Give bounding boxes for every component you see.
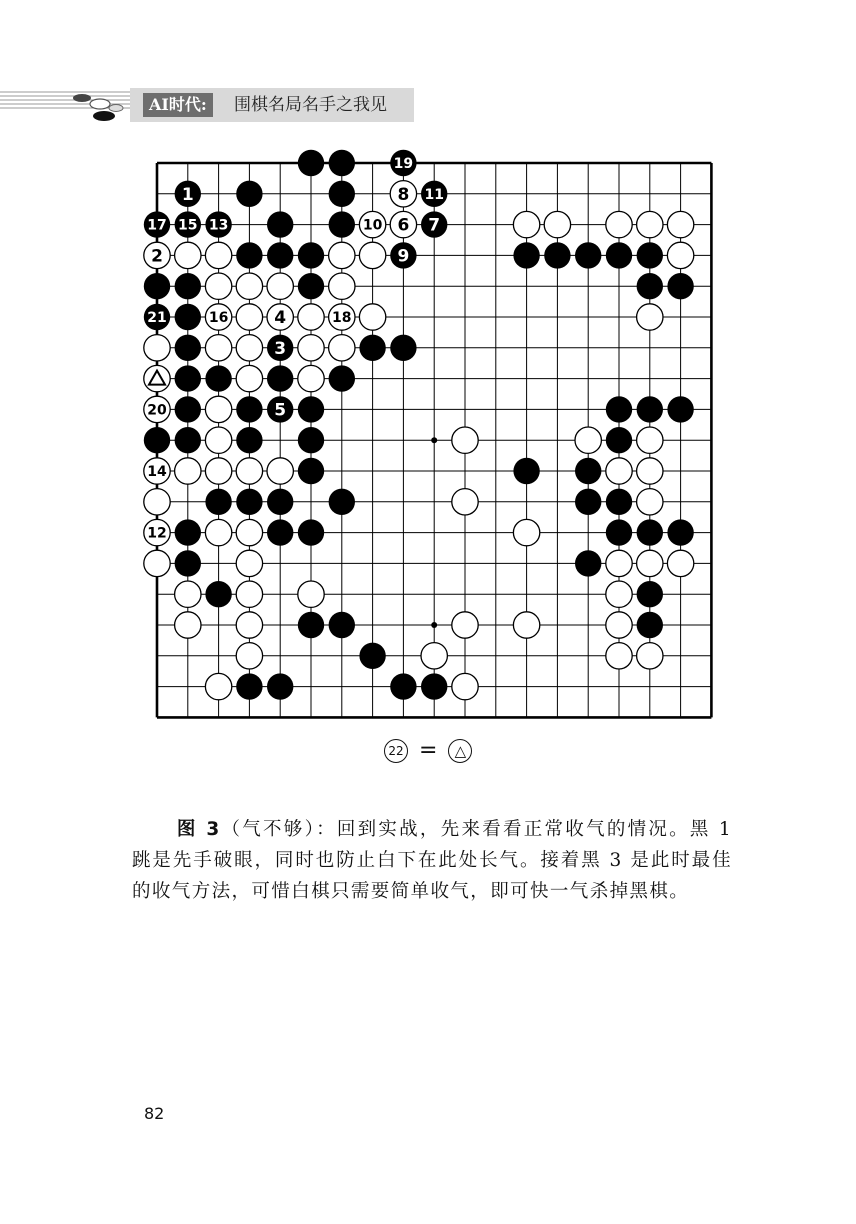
white-stone: [144, 550, 170, 576]
header-tag: AI时代:: [143, 93, 213, 117]
black-move-number: 21: [147, 310, 167, 327]
black-stone: [329, 489, 355, 515]
caption-mark-circle: △: [448, 739, 472, 763]
white-stone: [606, 612, 632, 638]
black-move-number: 7: [428, 215, 441, 236]
black-stone: [637, 242, 663, 268]
white-move-number: 2: [151, 246, 163, 267]
white-move-number: 8: [397, 184, 410, 205]
black-stone: [236, 427, 262, 453]
black-stone: [298, 150, 324, 176]
black-stone: [513, 458, 539, 484]
body-text: （气不够）：回到实战，先来看看正常收气的情况。黑 1 跳是先手破眼，同时也防止白下在此处长气。接着黑 3 是此时最佳的收气方法，可惜白棋只需要简单收气，即可快一气杀掉黑棋。: [132, 819, 732, 902]
white-stone: [513, 519, 539, 545]
white-stone: [452, 673, 478, 699]
white-stone: [298, 304, 324, 330]
white-stone: [329, 242, 355, 268]
black-stone: [298, 458, 324, 484]
white-stone: [205, 242, 231, 268]
black-stone: [205, 489, 231, 515]
white-move-number: 16: [208, 310, 229, 327]
black-stone: [267, 242, 293, 268]
black-stone: [637, 396, 663, 422]
white-stone: [452, 427, 478, 453]
black-move-number: 13: [208, 217, 229, 234]
white-stone: [637, 489, 663, 515]
black-stone: [175, 365, 201, 391]
white-stone: [513, 612, 539, 638]
white-stone: [637, 211, 663, 237]
black-stone: [606, 489, 632, 515]
black-stone: [359, 643, 385, 669]
white-move-number: 4: [274, 308, 287, 329]
white-move-number: 12: [147, 525, 167, 542]
white-stone: [236, 550, 262, 576]
black-stone: [236, 396, 262, 422]
white-stone: [329, 273, 355, 299]
black-stone: [329, 181, 355, 207]
black-stone: [606, 396, 632, 422]
white-stone: [513, 211, 539, 237]
black-stone: [390, 673, 416, 699]
black-stone: [236, 673, 262, 699]
black-stone: [175, 304, 201, 330]
white-move-number: 20: [147, 402, 167, 419]
white-stone: [329, 335, 355, 361]
white-stone: [144, 489, 170, 515]
white-stone: [267, 458, 293, 484]
black-stone: [575, 242, 601, 268]
black-move-number: 5: [274, 400, 287, 421]
black-move-number: 9: [397, 246, 410, 267]
black-stone: [637, 581, 663, 607]
white-stone: [637, 458, 663, 484]
black-stone: [637, 612, 663, 638]
black-move-number: 3: [274, 338, 287, 359]
black-stone: [236, 242, 262, 268]
black-stone: [175, 550, 201, 576]
black-stone: [606, 242, 632, 268]
figure-label: 图 3: [176, 819, 221, 840]
black-stone: [606, 519, 632, 545]
white-stone: [236, 519, 262, 545]
white-stone: [575, 427, 601, 453]
white-stone: [606, 550, 632, 576]
black-move-number: 19: [393, 156, 414, 173]
black-stone: [298, 396, 324, 422]
black-stone: [236, 489, 262, 515]
white-stone: [205, 273, 231, 299]
white-move-number: 18: [332, 310, 352, 327]
caption-move-circle: 22: [384, 739, 408, 763]
black-stone: [513, 242, 539, 268]
black-stone: [637, 519, 663, 545]
white-stone: [236, 581, 262, 607]
white-stone: [421, 643, 447, 669]
black-stone: [175, 396, 201, 422]
white-stone: [205, 673, 231, 699]
white-stone: [175, 242, 201, 268]
white-stone: [205, 396, 231, 422]
white-stone: [236, 335, 262, 361]
white-move-number: 6: [397, 215, 410, 236]
white-stone: [175, 581, 201, 607]
black-stone: [175, 427, 201, 453]
page-number: 82: [144, 1104, 165, 1123]
white-stone: [667, 550, 693, 576]
white-stone: [205, 519, 231, 545]
black-move-number: 1: [181, 184, 194, 205]
black-stone: [575, 489, 601, 515]
header-title: 围棋名局名手之我见: [234, 95, 387, 115]
white-stone: [298, 581, 324, 607]
black-stone: [329, 612, 355, 638]
white-stone: [298, 335, 324, 361]
white-move-number: 10: [362, 217, 383, 234]
white-stone: [236, 612, 262, 638]
white-stone: [359, 242, 385, 268]
black-stone: [236, 181, 262, 207]
white-stone: [205, 335, 231, 361]
white-stone: [144, 335, 170, 361]
black-stone: [298, 273, 324, 299]
black-stone: [544, 242, 570, 268]
black-move-number: 15: [178, 217, 198, 234]
white-stone: [606, 581, 632, 607]
white-stone: [606, 211, 632, 237]
black-stone: [390, 335, 416, 361]
white-stone: [637, 643, 663, 669]
white-stone: [667, 242, 693, 268]
white-move-number: 14: [147, 464, 167, 481]
white-stone: [606, 643, 632, 669]
black-stone: [298, 242, 324, 268]
white-stone: [205, 458, 231, 484]
black-stone: [175, 519, 201, 545]
black-stone: [267, 211, 293, 237]
white-stone: [236, 643, 262, 669]
body-paragraph: [132, 814, 732, 907]
black-stone: [329, 150, 355, 176]
white-stone: [205, 427, 231, 453]
white-stone: [359, 304, 385, 330]
black-stone: [205, 581, 231, 607]
black-stone: [667, 273, 693, 299]
white-stone: [236, 458, 262, 484]
white-stone: [637, 550, 663, 576]
caption-equals: =: [419, 738, 438, 763]
white-stone: [236, 304, 262, 330]
white-stone: [606, 458, 632, 484]
black-stone: [359, 335, 385, 361]
white-stone: [175, 458, 201, 484]
white-stone: [236, 365, 262, 391]
white-stone: [267, 273, 293, 299]
black-stone: [298, 519, 324, 545]
white-stone: [452, 489, 478, 515]
white-stone: [544, 211, 570, 237]
black-stone: [667, 519, 693, 545]
black-stone: [298, 612, 324, 638]
black-stone: [606, 427, 632, 453]
black-stone: [267, 365, 293, 391]
black-stone: [329, 365, 355, 391]
white-stone: [637, 427, 663, 453]
black-stone: [421, 673, 447, 699]
black-move-number: 11: [424, 186, 444, 203]
black-move-number: 17: [147, 217, 167, 234]
black-stone: [267, 489, 293, 515]
black-stone: [575, 458, 601, 484]
black-stone: [175, 335, 201, 361]
white-stone: [667, 211, 693, 237]
black-stone: [329, 211, 355, 237]
black-stone: [298, 427, 324, 453]
star-point: [431, 437, 437, 443]
white-stone: [175, 612, 201, 638]
black-stone: [205, 365, 231, 391]
diagram-caption: [384, 738, 472, 764]
black-stone: [267, 519, 293, 545]
white-stone: [637, 304, 663, 330]
white-stone: [236, 273, 262, 299]
black-stone: [175, 273, 201, 299]
black-stone: [267, 673, 293, 699]
black-stone: [667, 396, 693, 422]
black-stone: [637, 273, 663, 299]
star-point: [431, 622, 437, 628]
white-stone: [298, 365, 324, 391]
white-stone: [452, 612, 478, 638]
black-stone: [144, 273, 170, 299]
black-stone: [575, 550, 601, 576]
black-stone: [144, 427, 170, 453]
